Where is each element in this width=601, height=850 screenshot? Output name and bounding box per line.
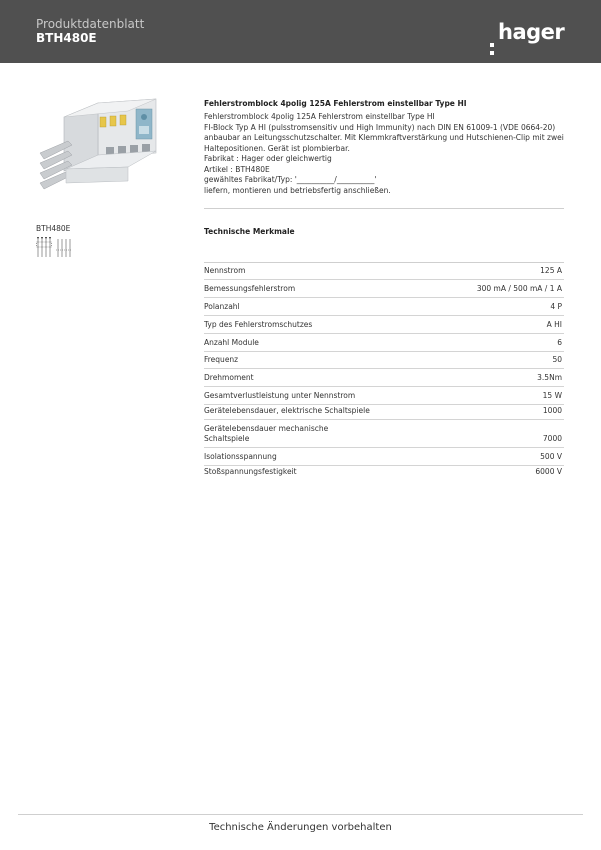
description-line: Haltepositionen. Gerät ist plombierbar. [204,143,350,153]
spec-value: 4 P [550,302,562,311]
spec-value: 125 A [540,266,562,275]
footer-divider [18,814,583,815]
spec-row [204,262,564,280]
spec-row [204,466,564,480]
description-line: Fabrikat : Hager oder gleichwertig [204,154,332,163]
spec-label: Bemessungsfehlerstrom [204,284,296,293]
spec-value: 6000 V [535,467,562,476]
product-image [36,97,158,219]
spec-row [204,334,564,352]
spec-label [204,424,328,444]
spec-label: Polanzahl [204,302,240,311]
document-type: Produktdatenblatt [36,17,145,31]
specs-section-title: Technische Merkmale [204,227,295,236]
spec-row [204,405,564,420]
spec-value: 1000 [542,406,562,415]
footer-note: Technische Änderungen vorbehalten [209,822,392,833]
product-description [204,112,564,196]
spec-value: 3.5Nm [537,373,562,382]
spec-label: Gesamtverlustleistung unter Nennstrom [204,391,356,400]
spec-value: 7000 [542,434,562,443]
image-caption: BTH480E [36,224,71,233]
spec-label: Nennstrom [204,266,246,275]
description-line: Artikel : BTH480E [204,164,270,174]
wiring-schematic-icon [36,236,72,260]
spec-row [204,448,564,466]
spec-row [204,316,564,334]
logo-text: hager [498,20,565,44]
spec-value: 15 W [542,391,562,400]
page-header [0,0,601,63]
hager-logo [490,20,564,44]
section-divider [204,208,564,209]
spec-row [204,387,564,405]
spec-value: 6 [557,338,562,347]
product-code: BTH480E [36,31,97,45]
spec-label: Typ des Fehlerstromschutzes [204,320,313,329]
spec-label-line: Schaltspiele [204,434,250,443]
spec-row [204,298,564,316]
spec-row [204,351,564,369]
spec-value: A HI [546,320,562,329]
description-line: FI-Block Typ A HI (pulsstromsensitiv und High Immunity) nach DIN EN 61009-1 (VDE 0664-20) [204,122,556,132]
spec-label: Gerätelebensdauer, elektrische Schaltspiele [204,406,370,415]
spec-value: 300 mA / 500 mA / 1 A [476,284,562,293]
spec-row [204,420,564,448]
spec-label: Drehmoment [204,373,254,382]
spec-row [204,369,564,387]
description-line: gewähltes Fabrikat/Typ: '__________/__________' [204,175,377,184]
description-line: liefern, montieren und betriebsfertig anschließen. [204,185,391,195]
spec-label-line: Gerätelebensdauer mechanische [204,424,329,433]
spec-row [204,280,564,298]
description-line: Fehlerstromblock 4polig 125A Fehlerstrom einstellbar Type HI [204,112,435,121]
product-title: Fehlerstromblock 4polig 125A Fehlerstrom einstellbar Type HI [204,99,467,108]
spec-label: Anzahl Module [204,338,259,347]
spec-label: Isolationsspannung [204,452,277,461]
spec-value: 500 V [540,452,562,461]
spec-label: Frequenz [204,355,239,364]
spec-value: 50 [552,355,562,364]
description-line: anbaubar an Leitungsschutzschalter. Mit Klemmkraftverstärkung und Hutschienen-Clip mit zwei [204,133,564,142]
spec-label: Stoßspannungsfestigkeit [204,467,297,476]
